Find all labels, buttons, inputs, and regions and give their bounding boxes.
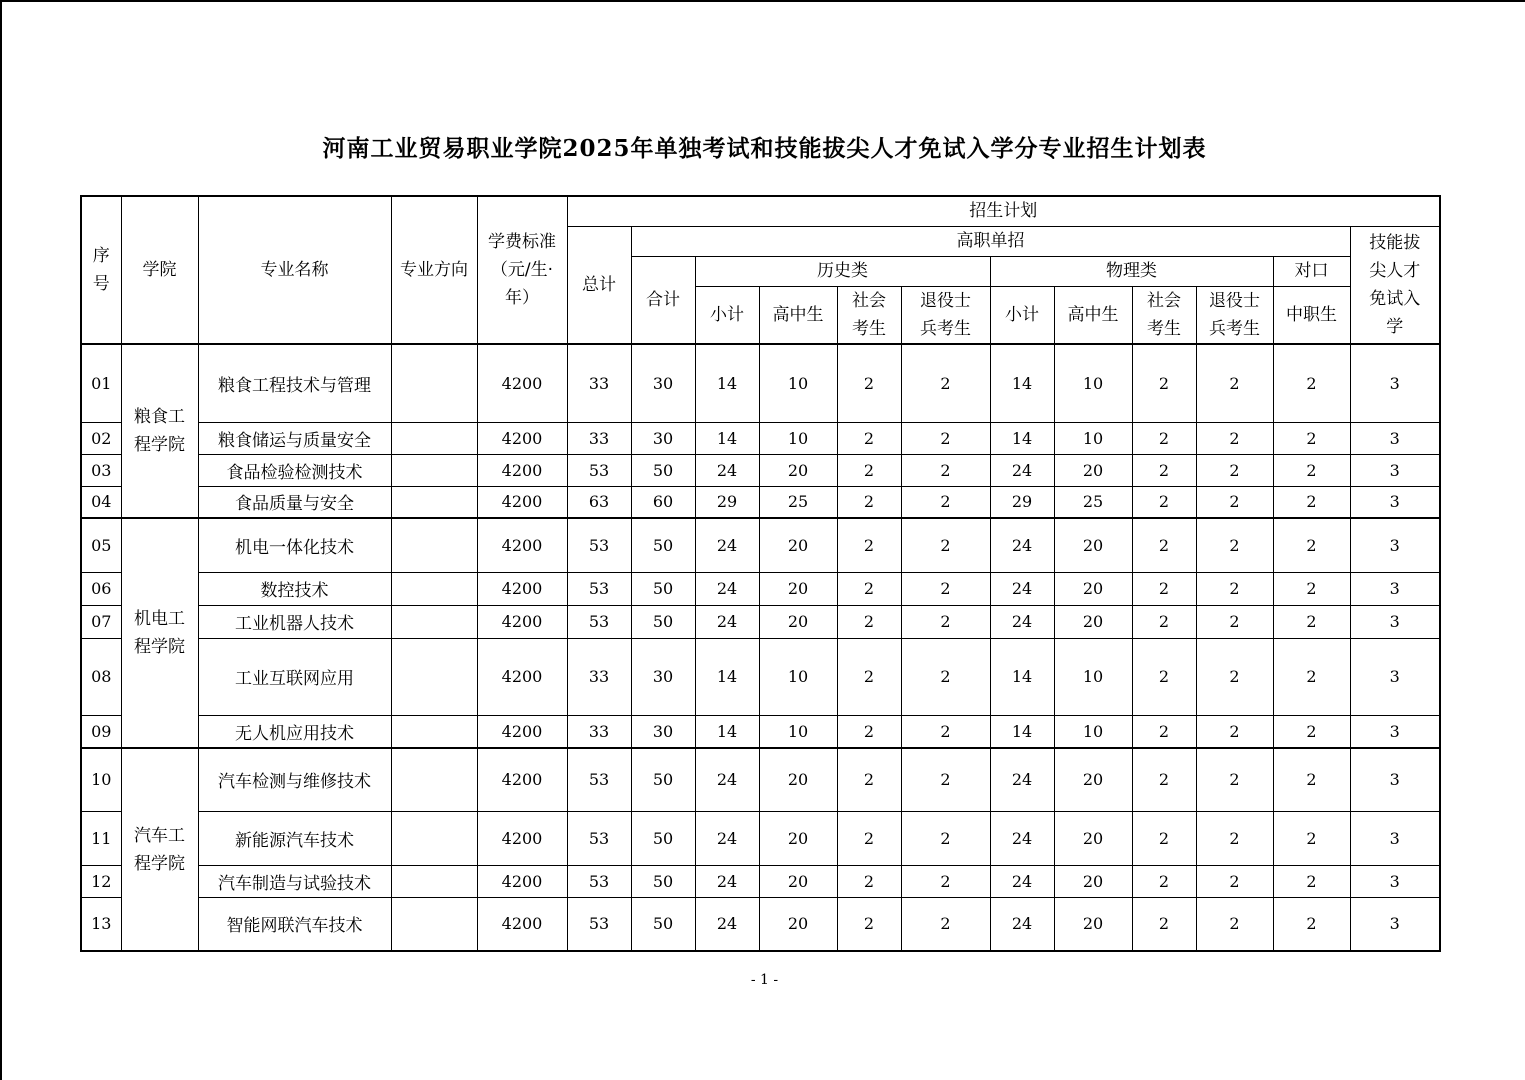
cell-history-highschool: 10	[759, 422, 837, 454]
cell-history-sub: 24	[695, 865, 759, 897]
cell-physics-social: 2	[1132, 605, 1196, 638]
header-physics-social: 社会考生	[1132, 286, 1196, 344]
cell-seq: 09	[81, 715, 121, 748]
cell-physics-social: 2	[1132, 518, 1196, 572]
cell-secondary: 2	[1273, 897, 1350, 951]
cell-physics-social: 2	[1132, 486, 1196, 518]
cell-physics-veteran: 2	[1196, 811, 1273, 865]
header-subtotal: 合计	[631, 256, 695, 344]
cell-physics-veteran: 2	[1196, 422, 1273, 454]
cell-history-highschool: 20	[759, 605, 837, 638]
cell-seq: 05	[81, 518, 121, 572]
cell-seq: 04	[81, 486, 121, 518]
cell-skill-talent: 3	[1350, 422, 1440, 454]
cell-physics-sub: 24	[990, 748, 1054, 811]
cell-seq: 13	[81, 897, 121, 951]
cell-history-highschool: 10	[759, 715, 837, 748]
cell-major: 食品质量与安全	[198, 486, 391, 518]
cell-physics-social: 2	[1132, 422, 1196, 454]
cell-subtotal: 50	[631, 811, 695, 865]
cell-direction	[391, 638, 477, 715]
cell-physics-social: 2	[1132, 748, 1196, 811]
cell-physics-sub: 24	[990, 454, 1054, 486]
cell-major: 无人机应用技术	[198, 715, 391, 748]
table-row	[81, 344, 1440, 422]
cell-seq: 07	[81, 605, 121, 638]
cell-total: 53	[567, 811, 631, 865]
header-physics-sub: 小计	[990, 286, 1054, 344]
cell-subtotal: 50	[631, 572, 695, 605]
cell-secondary: 2	[1273, 715, 1350, 748]
cell-physics-veteran: 2	[1196, 572, 1273, 605]
cell-fee: 4200	[477, 486, 567, 518]
cell-total: 53	[567, 865, 631, 897]
cell-total: 33	[567, 344, 631, 422]
cell-physics-highschool: 10	[1054, 638, 1132, 715]
cell-skill-talent: 3	[1350, 518, 1440, 572]
cell-fee: 4200	[477, 422, 567, 454]
header-fee: 学费标准（元/生·年）	[477, 196, 567, 344]
cell-major: 食品检验检测技术	[198, 454, 391, 486]
cell-total: 53	[567, 748, 631, 811]
cell-secondary: 2	[1273, 454, 1350, 486]
cell-physics-sub: 14	[990, 638, 1054, 715]
cell-skill-talent: 3	[1350, 865, 1440, 897]
cell-skill-talent: 3	[1350, 344, 1440, 422]
cell-physics-social: 2	[1132, 344, 1196, 422]
header-secondary: 中职生	[1273, 286, 1350, 344]
cell-physics-highschool: 20	[1054, 518, 1132, 572]
cell-direction	[391, 897, 477, 951]
cell-major: 工业互联网应用	[198, 638, 391, 715]
cell-physics-highschool: 20	[1054, 811, 1132, 865]
cell-skill-talent: 3	[1350, 811, 1440, 865]
cell-physics-sub: 14	[990, 422, 1054, 454]
header-major: 专业名称	[198, 196, 391, 344]
cell-fee: 4200	[477, 518, 567, 572]
cell-fee: 4200	[477, 865, 567, 897]
cell-history-veteran: 2	[901, 897, 990, 951]
cell-history-highschool: 10	[759, 638, 837, 715]
college-cell: 汽车工程学院	[121, 748, 198, 951]
table-row	[81, 422, 1440, 454]
cell-direction	[391, 454, 477, 486]
cell-direction	[391, 486, 477, 518]
cell-history-highschool: 20	[759, 572, 837, 605]
cell-physics-veteran: 2	[1196, 518, 1273, 572]
cell-physics-veteran: 2	[1196, 486, 1273, 518]
cell-subtotal: 60	[631, 486, 695, 518]
cell-major: 汽车制造与试验技术	[198, 865, 391, 897]
header-seq: 序号	[81, 196, 121, 344]
cell-major: 粮食工程技术与管理	[198, 344, 391, 422]
cell-direction	[391, 422, 477, 454]
cell-secondary: 2	[1273, 486, 1350, 518]
header-counterpart: 对口	[1273, 256, 1350, 286]
cell-direction	[391, 865, 477, 897]
cell-fee: 4200	[477, 715, 567, 748]
cell-physics-highschool: 20	[1054, 605, 1132, 638]
cell-physics-social: 2	[1132, 638, 1196, 715]
cell-seq: 12	[81, 865, 121, 897]
cell-physics-sub: 14	[990, 715, 1054, 748]
cell-history-social: 2	[837, 748, 901, 811]
cell-history-highschool: 20	[759, 748, 837, 811]
cell-skill-talent: 3	[1350, 638, 1440, 715]
cell-total: 53	[567, 605, 631, 638]
header-history-sub: 小计	[695, 286, 759, 344]
cell-seq: 11	[81, 811, 121, 865]
cell-physics-sub: 24	[990, 897, 1054, 951]
cell-history-social: 2	[837, 572, 901, 605]
college-cell: 粮食工程学院	[121, 344, 198, 518]
cell-physics-highschool: 25	[1054, 486, 1132, 518]
cell-direction	[391, 715, 477, 748]
cell-physics-highschool: 20	[1054, 897, 1132, 951]
cell-history-highschool: 20	[759, 811, 837, 865]
cell-physics-veteran: 2	[1196, 715, 1273, 748]
cell-total: 53	[567, 518, 631, 572]
cell-history-social: 2	[837, 865, 901, 897]
cell-subtotal: 30	[631, 422, 695, 454]
cell-seq: 02	[81, 422, 121, 454]
cell-skill-talent: 3	[1350, 572, 1440, 605]
table-row	[81, 605, 1440, 638]
cell-history-highschool: 25	[759, 486, 837, 518]
cell-history-sub: 14	[695, 638, 759, 715]
cell-history-veteran: 2	[901, 422, 990, 454]
cell-history-veteran: 2	[901, 454, 990, 486]
cell-physics-veteran: 2	[1196, 865, 1273, 897]
cell-major: 粮食储运与质量安全	[198, 422, 391, 454]
table-row	[81, 454, 1440, 486]
cell-fee: 4200	[477, 454, 567, 486]
cell-seq: 10	[81, 748, 121, 811]
cell-direction	[391, 811, 477, 865]
cell-physics-veteran: 2	[1196, 605, 1273, 638]
cell-history-veteran: 2	[901, 865, 990, 897]
cell-history-highschool: 20	[759, 865, 837, 897]
cell-major: 机电一体化技术	[198, 518, 391, 572]
cell-physics-social: 2	[1132, 865, 1196, 897]
cell-physics-highschool: 20	[1054, 454, 1132, 486]
cell-history-veteran: 2	[901, 572, 990, 605]
cell-skill-talent: 3	[1350, 897, 1440, 951]
cell-seq: 08	[81, 638, 121, 715]
cell-secondary: 2	[1273, 572, 1350, 605]
cell-physics-highschool: 10	[1054, 715, 1132, 748]
cell-history-social: 2	[837, 715, 901, 748]
header-enrollment-plan: 招生计划	[567, 196, 1440, 226]
header-physics-highschool: 高中生	[1054, 286, 1132, 344]
cell-physics-veteran: 2	[1196, 897, 1273, 951]
cell-secondary: 2	[1273, 422, 1350, 454]
cell-history-social: 2	[837, 897, 901, 951]
cell-major: 汽车检测与维修技术	[198, 748, 391, 811]
cell-fee: 4200	[477, 638, 567, 715]
cell-history-social: 2	[837, 486, 901, 518]
cell-physics-sub: 24	[990, 605, 1054, 638]
cell-history-social: 2	[837, 638, 901, 715]
table-row	[81, 715, 1440, 748]
cell-history-highschool: 20	[759, 518, 837, 572]
cell-subtotal: 50	[631, 748, 695, 811]
cell-direction	[391, 605, 477, 638]
header-college: 学院	[121, 196, 198, 344]
cell-history-highschool: 10	[759, 344, 837, 422]
header-direction: 专业方向	[391, 196, 477, 344]
cell-history-social: 2	[837, 344, 901, 422]
cell-skill-talent: 3	[1350, 454, 1440, 486]
cell-skill-talent: 3	[1350, 605, 1440, 638]
page-number: - 1 -	[750, 972, 779, 988]
cell-direction	[391, 344, 477, 422]
cell-subtotal: 50	[631, 454, 695, 486]
cell-history-sub: 24	[695, 897, 759, 951]
cell-total: 53	[567, 454, 631, 486]
cell-history-social: 2	[837, 422, 901, 454]
document-title: 河南工业贸易职业学院2025年单独考试和技能拔尖人才免试入学分专业招生计划表	[322, 135, 1207, 162]
table-row	[81, 811, 1440, 865]
cell-physics-social: 2	[1132, 897, 1196, 951]
table-row	[81, 518, 1440, 572]
header-physics: 物理类	[990, 256, 1273, 286]
cell-major: 新能源汽车技术	[198, 811, 391, 865]
cell-secondary: 2	[1273, 748, 1350, 811]
header-physics-veteran: 退役士兵考生	[1196, 286, 1273, 344]
cell-seq: 01	[81, 344, 121, 422]
cell-history-veteran: 2	[901, 715, 990, 748]
cell-skill-talent: 3	[1350, 748, 1440, 811]
cell-major: 智能网联汽车技术	[198, 897, 391, 951]
cell-physics-sub: 24	[990, 865, 1054, 897]
cell-total: 63	[567, 486, 631, 518]
cell-subtotal: 50	[631, 518, 695, 572]
cell-history-social: 2	[837, 454, 901, 486]
cell-total: 33	[567, 715, 631, 748]
header-total: 总计	[567, 226, 631, 344]
cell-secondary: 2	[1273, 344, 1350, 422]
cell-history-sub: 24	[695, 811, 759, 865]
cell-fee: 4200	[477, 344, 567, 422]
cell-major: 数控技术	[198, 572, 391, 605]
cell-secondary: 2	[1273, 638, 1350, 715]
table-row	[81, 638, 1440, 715]
cell-physics-veteran: 2	[1196, 454, 1273, 486]
header-vocational: 高职单招	[631, 226, 1350, 256]
cell-fee: 4200	[477, 811, 567, 865]
header-history-highschool: 高中生	[759, 286, 837, 344]
cell-physics-sub: 29	[990, 486, 1054, 518]
cell-secondary: 2	[1273, 865, 1350, 897]
cell-physics-sub: 24	[990, 518, 1054, 572]
cell-history-veteran: 2	[901, 811, 990, 865]
cell-physics-highschool: 20	[1054, 572, 1132, 605]
cell-physics-veteran: 2	[1196, 638, 1273, 715]
cell-history-social: 2	[837, 518, 901, 572]
cell-subtotal: 30	[631, 344, 695, 422]
cell-physics-highschool: 10	[1054, 344, 1132, 422]
cell-physics-social: 2	[1132, 811, 1196, 865]
cell-subtotal: 30	[631, 638, 695, 715]
cell-secondary: 2	[1273, 518, 1350, 572]
enrollment-plan-table	[80, 195, 1441, 952]
cell-physics-sub: 24	[990, 572, 1054, 605]
cell-physics-highschool: 20	[1054, 748, 1132, 811]
header-history-veteran: 退役士兵考生	[901, 286, 990, 344]
cell-fee: 4200	[477, 605, 567, 638]
cell-total: 53	[567, 897, 631, 951]
cell-skill-talent: 3	[1350, 715, 1440, 748]
cell-history-veteran: 2	[901, 605, 990, 638]
cell-history-sub: 14	[695, 422, 759, 454]
cell-fee: 4200	[477, 897, 567, 951]
cell-total: 53	[567, 572, 631, 605]
cell-history-social: 2	[837, 605, 901, 638]
cell-history-veteran: 2	[901, 486, 990, 518]
cell-direction	[391, 572, 477, 605]
cell-history-sub: 14	[695, 715, 759, 748]
cell-history-sub: 29	[695, 486, 759, 518]
cell-skill-talent: 3	[1350, 486, 1440, 518]
header-history: 历史类	[695, 256, 990, 286]
cell-total: 33	[567, 638, 631, 715]
table-body	[81, 344, 1440, 951]
cell-subtotal: 30	[631, 715, 695, 748]
cell-history-sub: 24	[695, 454, 759, 486]
cell-physics-social: 2	[1132, 715, 1196, 748]
cell-history-social: 2	[837, 811, 901, 865]
cell-physics-highschool: 20	[1054, 865, 1132, 897]
cell-history-sub: 24	[695, 605, 759, 638]
header-history-social: 社会考生	[837, 286, 901, 344]
table-header	[81, 196, 1440, 344]
table-row	[81, 572, 1440, 605]
cell-physics-sub: 24	[990, 811, 1054, 865]
cell-physics-social: 2	[1132, 572, 1196, 605]
cell-subtotal: 50	[631, 865, 695, 897]
cell-total: 33	[567, 422, 631, 454]
cell-physics-highschool: 10	[1054, 422, 1132, 454]
cell-history-veteran: 2	[901, 518, 990, 572]
cell-seq: 06	[81, 572, 121, 605]
table-row	[81, 486, 1440, 518]
cell-physics-veteran: 2	[1196, 344, 1273, 422]
cell-seq: 03	[81, 454, 121, 486]
cell-secondary: 2	[1273, 811, 1350, 865]
table-row	[81, 748, 1440, 811]
cell-history-veteran: 2	[901, 344, 990, 422]
cell-history-highschool: 20	[759, 454, 837, 486]
cell-history-veteran: 2	[901, 638, 990, 715]
header-skill-talent: 技能拔尖人才免试入学	[1350, 226, 1440, 344]
cell-history-highschool: 20	[759, 897, 837, 951]
cell-direction	[391, 748, 477, 811]
cell-history-sub: 24	[695, 518, 759, 572]
cell-history-sub: 14	[695, 344, 759, 422]
cell-history-sub: 24	[695, 748, 759, 811]
college-cell: 机电工程学院	[121, 518, 198, 748]
cell-direction	[391, 518, 477, 572]
cell-secondary: 2	[1273, 605, 1350, 638]
cell-history-veteran: 2	[901, 748, 990, 811]
cell-subtotal: 50	[631, 897, 695, 951]
cell-physics-sub: 14	[990, 344, 1054, 422]
cell-physics-social: 2	[1132, 454, 1196, 486]
cell-physics-veteran: 2	[1196, 748, 1273, 811]
cell-fee: 4200	[477, 748, 567, 811]
cell-history-sub: 24	[695, 572, 759, 605]
table-row	[81, 897, 1440, 951]
cell-major: 工业机器人技术	[198, 605, 391, 638]
cell-subtotal: 50	[631, 605, 695, 638]
table-row	[81, 865, 1440, 897]
cell-fee: 4200	[477, 572, 567, 605]
